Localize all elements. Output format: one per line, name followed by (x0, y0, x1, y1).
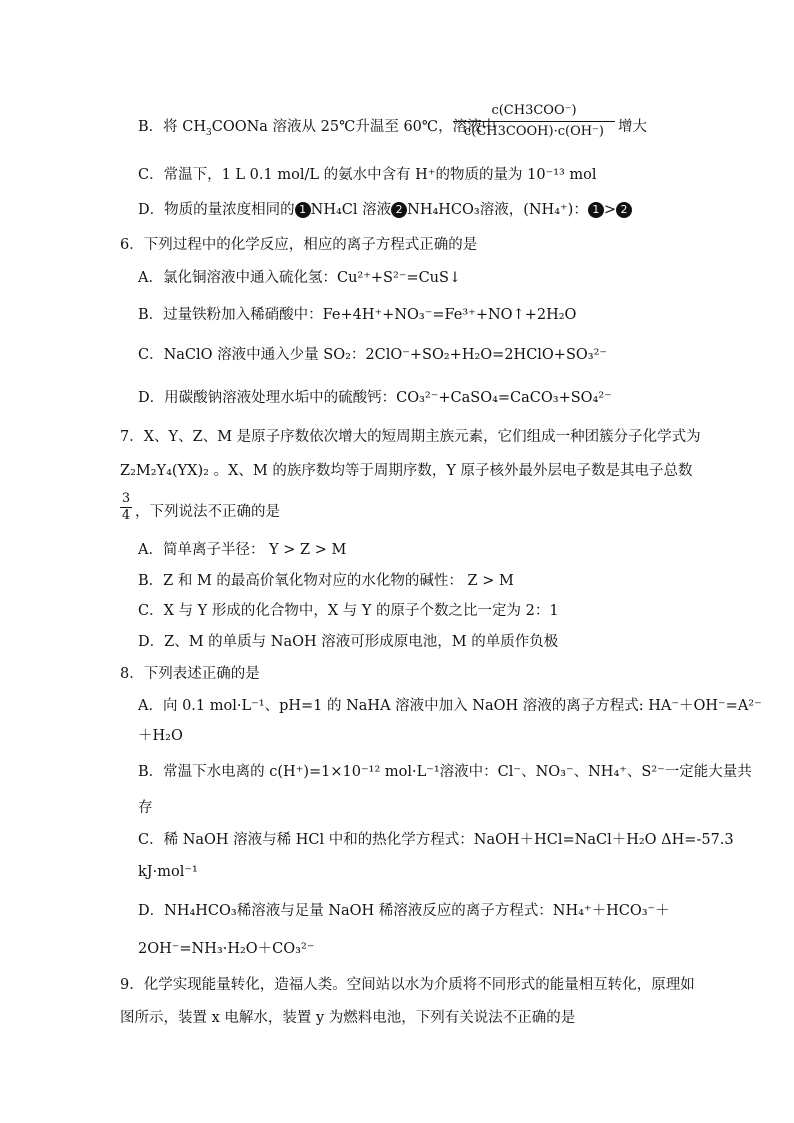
q8-option-c-line2: kJ·mol⁻¹ (138, 864, 198, 880)
q7-stem-line1: 7．X、Y、Z、M 是原子序数依次增大的短周期主族元素，它们组成一种团簇分子化学式为 (120, 429, 701, 445)
fraction-numerator: 3 (121, 491, 131, 506)
q7-option-a: A．简单离子半径： Y > Z > M (138, 542, 347, 558)
fraction-denominator: 4 (121, 508, 131, 523)
q8-option-b-line2: 存 (138, 800, 153, 816)
q7-stem-line3: ，下列说法不正确的是 (135, 504, 280, 520)
q8-stem: 8．下列表述正确的是 (120, 666, 260, 682)
circled-2-icon: 2 (391, 202, 407, 218)
q8-option-a-line1: A．向 0.1 mol·L⁻¹、pH=1 的 NaHA 溶液中加入 NaOH 溶液的离子方程式: HA⁻＋OH⁻=A²⁻ (138, 698, 762, 714)
q5-option-b-fraction (453, 103, 615, 142)
q9-stem-line1: 9．化学实现能量转化，造福人类。空间站以水为介质将不同形式的能量相互转化，原理如 (120, 977, 695, 993)
q7-stem-line2: Z₂M₂Y₄(YX)₂ 。X、M 的族序数均等于周期序数，Y 原子核外最外层电子数是其电子总数 (120, 463, 693, 479)
fraction-numerator: c(CH3COO⁻) (453, 103, 615, 122)
q6-option-b: B．过量铁粉加入稀硝酸中：Fe+4H⁺+NO₃⁻=Fe³⁺+NO↑+2H₂O (138, 307, 577, 323)
q6-option-c: C．NaClO 溶液中通入少量 SO₂：2ClO⁻+SO₂+H₂O=2HClO+SO₃²⁻ (138, 347, 608, 363)
q7-option-d: D．Z、M 的单质与 NaOH 溶液可形成原电池，M 的单质作负极 (138, 634, 559, 650)
q5-option-c: C．常温下，1 L 0.1 mol/L 的氨水中含有 H⁺的物质的量为 10⁻¹³ mol (138, 167, 597, 183)
q8-option-d-line1: D．NH₄HCO₃稀溶液与足量 NaOH 稀溶液反应的离子方程式：NH₄⁺＋HCO₃⁻＋ (138, 903, 670, 919)
q8-option-a-line2: ＋H₂O (138, 728, 183, 744)
q8-option-b-line1: B．常温下水电离的 c(H⁺)=1×10⁻¹² mol·L⁻¹溶液中：Cl⁻、NO₃⁻、NH₄⁺、S²⁻一定能大量共 (138, 764, 752, 780)
circled-1-icon: 1 (295, 202, 311, 218)
q8-option-c-line1: C．稀 NaOH 溶液与稀 HCl 中和的热化学方程式：NaOH＋HCl=NaCl＋H₂O ΔH=-57.3 (138, 832, 734, 848)
q6-option-d: D．用碳酸钠溶液处理水垢中的硫酸钙：CO₃²⁻+CaSO₄=CaCO₃+SO₄²⁻ (138, 390, 612, 406)
circled-1-icon: 1 (588, 202, 604, 218)
q5-option-b: B．将 $CH_3COONa$ 溶液从 25℃升温至 60℃，溶液中 (138, 119, 497, 138)
q6-option-a: A．氯化铜溶液中通入硫化氢：Cu²⁺+S²⁻=CuS↓ (138, 270, 462, 286)
q7-option-c: C．X 与 Y 形成的化合物中，X 与 Y 的原子个数之比一定为 2：1 (138, 603, 559, 619)
q6-stem: 6．下列过程中的化学反应，相应的离子方程式正确的是 (120, 237, 478, 253)
circled-2-icon: 2 (616, 202, 632, 218)
q9-stem-line2: 图所示，装置 x 电解水，装置 y 为燃料电池，下列有关说法不正确的是 (120, 1010, 576, 1026)
fraction-denominator: c(CH3COOH)·c(OH⁻) (464, 124, 604, 139)
q5-option-b-suffix: 增大 (618, 119, 647, 135)
q7-fraction (120, 491, 132, 524)
q7-option-b: B．Z 和 M 的最高价氧化物对应的水化物的碱性： Z > M (138, 573, 514, 589)
q5-option-d: D．物质的量浓度相同的 1 NH₄Cl 溶液 2 NH₄HCO₃溶液，(NH₄⁺)： 1 > 2 (138, 200, 632, 220)
q8-option-d-line2: 2OH⁻=NH₃·H₂O＋CO₃²⁻ (138, 941, 315, 957)
